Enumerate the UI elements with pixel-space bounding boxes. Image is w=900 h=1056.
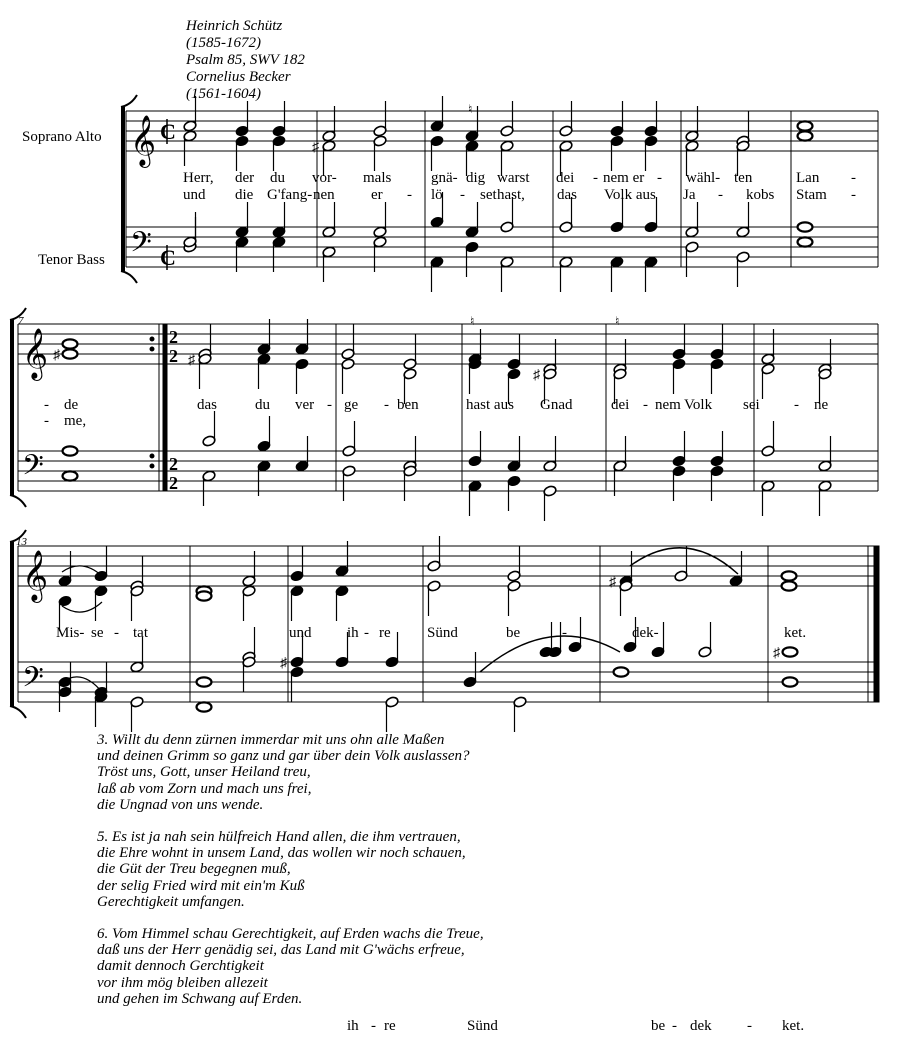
lyric-syllable: Stam bbox=[796, 187, 827, 203]
lyric-syllable: hast aus bbox=[466, 397, 514, 413]
whole-note-head bbox=[63, 339, 78, 348]
verse-stanza bbox=[97, 926, 484, 1007]
verse-line: der selig Fried wird mit ein'm Kuß bbox=[97, 877, 305, 894]
lyric-syllable: re bbox=[379, 625, 391, 641]
lyric-syllable: vor- bbox=[312, 170, 337, 186]
lyric-syllable: nem bbox=[655, 397, 681, 413]
verse-line: vor ihm mög bleiben allezeit bbox=[97, 974, 268, 991]
lyric-syllable: lö bbox=[431, 187, 443, 203]
bracket-top bbox=[121, 95, 137, 107]
sharp-icon: ♯ bbox=[609, 575, 616, 590]
upper-staff-label: Soprano Alto bbox=[22, 129, 102, 145]
lyric-syllable: Sünd bbox=[467, 1018, 498, 1034]
lyric-syllable: und bbox=[183, 187, 206, 203]
lyric-syllable: - bbox=[371, 1018, 376, 1034]
lyric-syllable: - bbox=[643, 397, 648, 413]
whole-note-head bbox=[782, 581, 797, 590]
lyric-syllable: - bbox=[44, 413, 49, 429]
whole-note-head bbox=[197, 677, 212, 686]
natural-icon: ♮ bbox=[470, 314, 475, 328]
verse-line: die Ungnad von uns wende. bbox=[97, 796, 264, 813]
lyric-syllable: warst bbox=[497, 170, 530, 186]
verse-line: daß uns der Herr genädig sei, das Land mit G'wächs erfreue, bbox=[97, 942, 465, 959]
verse-line: die Ehre wohnt in unsem Land, das wollen wir noch schauen, bbox=[97, 845, 466, 862]
lyric-syllable: Sünd bbox=[427, 625, 458, 641]
lyric-syllable: er bbox=[371, 187, 383, 203]
sharp-icon: ♯ bbox=[312, 140, 319, 155]
verse-line: 5. Es ist ja nah sein hülfreich Hand allen, die ihm vertrauen, bbox=[97, 829, 461, 846]
sharp-icon: ♯ bbox=[280, 656, 287, 671]
lyric-syllable: Gnad bbox=[540, 397, 573, 413]
whole-note-head bbox=[197, 702, 212, 711]
repeat-barline-thick bbox=[163, 324, 167, 491]
sharp-icon: ♯ bbox=[53, 348, 60, 363]
measure-number-7: 7 bbox=[18, 315, 24, 327]
poet-dates: (1561-1604) bbox=[186, 86, 261, 102]
lyric-syllable: - bbox=[657, 170, 662, 186]
lyric-syllable: das bbox=[557, 187, 577, 203]
lyric-syllable: Herr, bbox=[183, 170, 214, 186]
lyric-syllable: - bbox=[364, 625, 369, 641]
lyric-syllable: das bbox=[197, 397, 217, 413]
lyric-syllable: ben bbox=[397, 397, 419, 413]
cut-time-icon: C bbox=[160, 119, 176, 144]
verse-line: 3. Willt du denn zürnen immerdar mit uns ohn alle Maßen bbox=[97, 732, 445, 748]
measure-number-13: 13 bbox=[16, 536, 27, 548]
composer-name: Heinrich Schütz bbox=[186, 18, 283, 34]
lyric-syllable: gnä- bbox=[431, 170, 458, 186]
lyric-syllable: Volk aus bbox=[604, 187, 656, 203]
lower-staff-label: Tenor Bass bbox=[38, 252, 105, 268]
lyric-syllable: - bbox=[593, 170, 598, 186]
lyric-syllable: ne bbox=[814, 397, 829, 413]
lyric-syllable: sei bbox=[743, 397, 760, 413]
lyric-syllable: ge bbox=[344, 397, 359, 413]
final-barline-thick bbox=[874, 546, 879, 702]
natural-icon: ♮ bbox=[468, 102, 473, 116]
bass-clef-icon: 𝄢 bbox=[130, 228, 152, 265]
verse-line: Gerechtigkeit umfangen. bbox=[97, 893, 245, 910]
bracket-bar bbox=[10, 542, 14, 706]
lyric-syllable: du bbox=[255, 397, 270, 413]
lyric-syllable: Mis- bbox=[56, 625, 85, 641]
lyric-syllable: - bbox=[851, 187, 856, 203]
lyric-syllable: - bbox=[460, 187, 465, 203]
whole-note-head bbox=[783, 647, 798, 656]
lyric-syllable: ih bbox=[347, 625, 359, 641]
lyric-syllable: nen bbox=[313, 187, 335, 203]
verse-stanza bbox=[97, 732, 484, 813]
lyric-syllable: kobs bbox=[746, 187, 775, 203]
time-signature-numerator: 2 bbox=[169, 454, 178, 474]
slur bbox=[630, 548, 738, 574]
lyric-syllable: du bbox=[270, 170, 285, 186]
lyric-syllable: dig bbox=[466, 170, 486, 186]
bracket-bottom bbox=[121, 271, 137, 283]
whole-note-head bbox=[798, 131, 813, 140]
sharp-icon: ♯ bbox=[188, 353, 195, 368]
sharp-icon: ♯ bbox=[533, 368, 540, 383]
repeat-dot bbox=[150, 337, 154, 341]
lyric-syllable: de bbox=[64, 397, 79, 413]
whole-note-head bbox=[63, 471, 78, 480]
lyric-syllable: re bbox=[384, 1018, 396, 1034]
lyric-syllable: tat bbox=[133, 625, 148, 641]
sharp-icon: ♯ bbox=[773, 646, 780, 661]
lyric-syllable: die bbox=[235, 187, 254, 203]
poet-name: Cornelius Becker bbox=[186, 69, 291, 85]
lyric-syllable: - bbox=[851, 170, 856, 186]
lyric-syllable: - bbox=[672, 1018, 677, 1034]
lyric-syllable: Ja bbox=[683, 187, 696, 203]
whole-note-head bbox=[63, 349, 78, 358]
bracket-bar bbox=[10, 320, 14, 495]
repeat-dot bbox=[150, 454, 154, 458]
lyric-syllable: - bbox=[794, 397, 799, 413]
lyric-syllable: me, bbox=[64, 413, 87, 429]
lyric-syllable: dei bbox=[611, 397, 630, 413]
whole-note-head bbox=[614, 667, 629, 676]
verse-stanza bbox=[97, 829, 484, 910]
lyric-syllable: be bbox=[651, 1018, 666, 1034]
additional-verses bbox=[97, 732, 484, 1023]
lyric-syllable: - bbox=[747, 1018, 752, 1034]
whole-note-head bbox=[782, 571, 797, 580]
composer-dates: (1585-1672) bbox=[186, 35, 261, 51]
lyric-syllable: nem er bbox=[603, 170, 645, 186]
repeat-dot bbox=[150, 464, 154, 468]
lyric-syllable: der bbox=[235, 170, 255, 186]
whole-note-head bbox=[798, 222, 813, 231]
verse-line: 6. Vom Himmel schau Gerechtigkeit, auf Erden wachs die Treue, bbox=[97, 926, 484, 943]
lyric-syllable: dek bbox=[690, 1018, 712, 1034]
lyric-syllable: - bbox=[407, 187, 412, 203]
lyric-syllable: wähl- bbox=[686, 170, 721, 186]
lyric-syllable: - bbox=[44, 397, 49, 413]
bracket-bottom bbox=[10, 495, 26, 507]
lyric-syllable: dek- bbox=[632, 625, 659, 641]
lyric-syllable: - bbox=[114, 625, 119, 641]
bracket-bar bbox=[121, 107, 125, 271]
lyric-syllable: ver bbox=[295, 397, 315, 413]
lyric-syllable: set bbox=[480, 187, 497, 203]
lyric-syllable: - bbox=[718, 187, 723, 203]
time-signature-denominator: 2 bbox=[169, 473, 178, 493]
lyric-syllable: se bbox=[91, 625, 104, 641]
treble-clef-icon: 𝄞 bbox=[130, 116, 157, 165]
whole-note-head bbox=[798, 237, 813, 246]
bass-clef-icon: 𝄢 bbox=[22, 451, 44, 488]
lyric-syllable: und bbox=[289, 625, 312, 641]
whole-note-head bbox=[197, 591, 212, 600]
lyric-syllable: ket. bbox=[782, 1018, 805, 1034]
treble-clef-icon: 𝄞 bbox=[22, 329, 49, 378]
lyric-syllable: - bbox=[327, 397, 332, 413]
lyric-syllable: ten bbox=[734, 170, 753, 186]
treble-clef-icon: 𝄞 bbox=[22, 551, 49, 600]
bass-clef-icon: 𝄢 bbox=[22, 663, 44, 700]
verse-line: und deinen Grimm so ganz und gar über dein Volk auslassen? bbox=[97, 748, 470, 765]
lyric-syllable: - bbox=[384, 397, 389, 413]
verse-line: damit dennoch Gerchtigkeit bbox=[97, 958, 264, 975]
lyric-syllable: ih bbox=[347, 1018, 359, 1034]
verse-line: laß ab vom Zorn und mach uns frei, bbox=[97, 780, 312, 797]
lyric-syllable: Volk bbox=[684, 397, 713, 413]
whole-note-head bbox=[63, 446, 78, 455]
natural-icon: ♮ bbox=[615, 314, 620, 328]
verse-line: und gehen im Schwang auf Erden. bbox=[97, 990, 303, 1007]
repeat-dot bbox=[150, 347, 154, 351]
lyric-syllable: hast, bbox=[497, 187, 525, 203]
whole-note-head bbox=[783, 677, 798, 686]
lyric-syllable: ket. bbox=[784, 625, 807, 641]
lyric-syllable: G'fang- bbox=[267, 187, 313, 203]
lyric-syllable: Lan bbox=[796, 170, 820, 186]
bracket-bottom bbox=[10, 706, 26, 718]
lyric-syllable: - bbox=[562, 625, 567, 641]
lyric-syllable: dei bbox=[556, 170, 575, 186]
lyric-syllable: be bbox=[506, 625, 521, 641]
verse-line: die Güt der Treu begegnen muß, bbox=[97, 861, 291, 878]
lyric-syllable: mals bbox=[363, 170, 392, 186]
time-signature-denominator: 2 bbox=[169, 346, 178, 366]
work-title: Psalm 85, SWV 182 bbox=[186, 52, 305, 68]
cut-time-icon: C bbox=[160, 245, 176, 270]
verse-line: Tröst uns, Gott, unser Heiland treu, bbox=[97, 764, 311, 781]
whole-note-head bbox=[798, 121, 813, 130]
time-signature-numerator: 2 bbox=[169, 327, 178, 347]
